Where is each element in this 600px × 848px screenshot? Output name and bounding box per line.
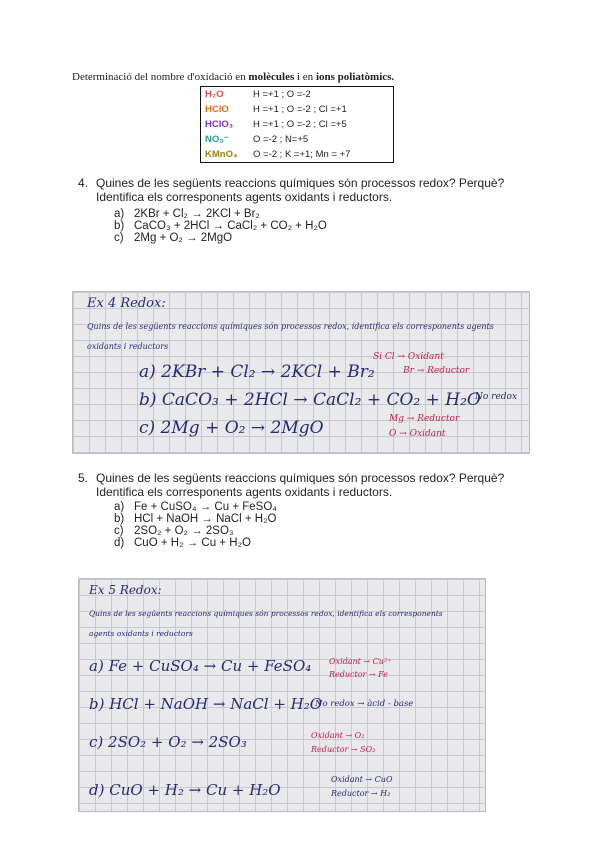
reaction-row: d) CuO + H₂ → Cu + H₂O <box>114 537 251 549</box>
notes-answer: Reductor → H₂ <box>331 789 391 798</box>
question-number: 4. <box>78 176 89 190</box>
notes-reaction: d) CuO + H₂ → Cu + H₂O <box>89 781 281 799</box>
oxidation-values-cell: H =+1 ; O =-2 ; Cl =+1 <box>253 104 347 115</box>
notes-reaction: c) 2Mg + O₂ → 2MgO <box>139 418 324 438</box>
notes-line: Quins de les següents reaccions químiques són processos redox, identifica els corresponents agents <box>87 322 494 331</box>
oxidation-values-cell: O =-2 ; N=+5 <box>253 134 309 145</box>
notes-title: Ex 4 Redox: <box>87 296 166 311</box>
formula-cell: KMnO₄ <box>205 149 238 160</box>
q5-reactions <box>114 501 277 549</box>
question-line: Identifica els corresponents agents oxidants i reductors. <box>96 485 393 499</box>
intro-mid: i en <box>294 71 316 83</box>
notes-line: Quins de les següents reaccions químiques són processos redox, identifica els corresponents <box>89 609 443 618</box>
notes-answer: O → Oxidant <box>389 429 446 439</box>
oxidation-values-cell: H =+1 ; O =-2 <box>253 89 311 100</box>
notes-answer: Oxidant → Cu²⁺ <box>329 657 392 666</box>
reaction-row: c) 2Mg + O₂ → 2MgO <box>114 232 233 244</box>
question-5 <box>78 471 504 499</box>
intro-bold-molecules: molècules <box>248 71 295 83</box>
intro-bold-ions: ions poliatòmics. <box>315 71 395 83</box>
notes-answer: Br → Reductor <box>403 366 470 376</box>
formula-cell: NO₃⁻ <box>205 134 229 145</box>
reaction-row: a) Fe + CuSO₄ → Cu + FeSO₄ <box>114 501 277 513</box>
oxidation-table-row <box>201 132 394 147</box>
question-4 <box>78 176 504 204</box>
question-line: Quines de les següents reaccions químiques són processos redox? Perquè? <box>96 471 505 485</box>
oxidation-values-cell: O =-2 ; K =+1; Mn = +7 <box>253 149 351 160</box>
notes-answer: No redox <box>475 392 518 402</box>
notes-answer: Reductor → Fe <box>329 670 389 679</box>
notes-reaction: c) 2SO₂ + O₂ → 2SO₃ <box>89 733 247 751</box>
reaction-row: b) CaCO₃ + 2HCl → CaCl₂ + CO₂ + H₂O <box>114 220 327 232</box>
question-line: Identifica els corresponents agents oxidants i reductors. <box>96 190 393 204</box>
formula-cell: H₂O <box>205 89 224 100</box>
reaction-row: b) HCl + NaOH → NaCl + H₂O <box>114 513 277 525</box>
oxidation-table-row <box>201 87 394 103</box>
oxidation-values-cell: H =+1 ; O =-2 ; Cl =+5 <box>253 119 347 130</box>
reaction-row: a) 2KBr + Cl₂ → 2KCl + Br₂ <box>114 208 260 220</box>
formula-cell: HClO₃ <box>205 119 234 130</box>
notes-line: oxidants i reductors <box>87 342 169 351</box>
notes-answer: Si Cl → Oxidant <box>373 352 444 362</box>
handwritten-notes-photo-ex5 <box>78 578 486 812</box>
question-number: 5. <box>78 471 89 485</box>
notes-reaction: a) Fe + CuSO₄ → Cu + FeSO₄ <box>89 657 312 675</box>
question-line: Quines de les següents reaccions químiques són processos redox? Perquè? <box>96 176 505 190</box>
intro-prefix: Determinació del nombre d'oxidació en <box>72 71 249 83</box>
oxidation-number-table <box>200 86 394 163</box>
formula-cell: HClO <box>205 104 229 115</box>
intro-heading <box>72 71 394 83</box>
reaction-row: c) 2SO₂ + O₂ → 2SO₃ <box>114 525 234 537</box>
oxidation-table-row <box>201 102 394 117</box>
notes-answer: Oxidant → CuO <box>331 775 393 784</box>
notes-answer: No redox → àcid - base <box>315 699 414 709</box>
notes-reaction: b) HCl + NaOH → NaCl + H₂O <box>89 695 323 713</box>
notes-line: agents oxidants i reductors <box>89 629 193 638</box>
notes-answer: Oxidant → O₂ <box>311 731 365 740</box>
notes-answer: Mg → Reductor <box>389 414 460 424</box>
notes-reaction: b) CaCO₃ + 2HCl → CaCl₂ + CO₂ + H₂O <box>139 390 481 410</box>
oxidation-table-row <box>201 147 394 163</box>
oxidation-table-row <box>201 117 394 132</box>
notes-title: Ex 5 Redox: <box>89 583 162 597</box>
q4-reactions <box>114 208 327 244</box>
notes-answer: Reductor → SO₂ <box>311 745 376 754</box>
notes-reaction: a) 2KBr + Cl₂ → 2KCl + Br₂ <box>139 362 375 382</box>
handwritten-notes-photo-ex4 <box>72 291 530 454</box>
